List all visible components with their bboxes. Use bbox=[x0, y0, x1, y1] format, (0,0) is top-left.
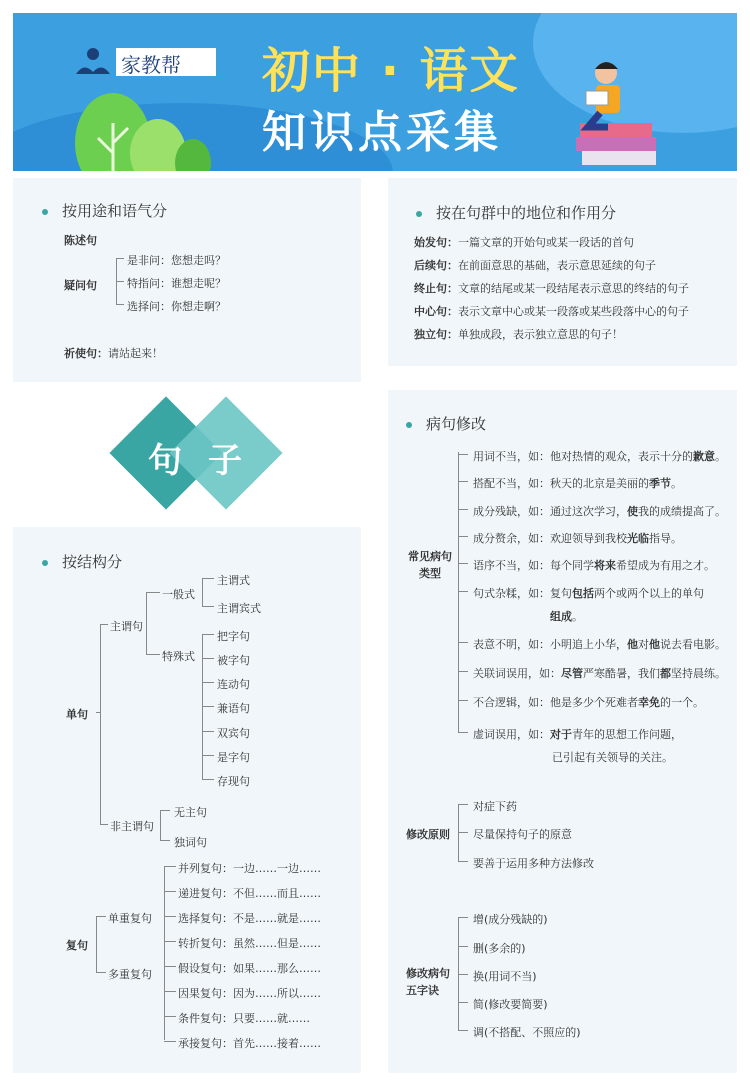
tree-leaf: 条件复句：只要……就…… bbox=[178, 1012, 310, 1025]
list-item: 句式杂糅，如：复句包括两个或两个以上的单句 bbox=[473, 587, 704, 600]
list-item-continuation: 已引起有关领导的关注。 bbox=[552, 751, 673, 764]
tree-leaf: 并列复句：一边……一边…… bbox=[178, 862, 321, 875]
tree-illustration bbox=[63, 83, 223, 171]
label-subject-predicate: 主谓句 bbox=[110, 620, 143, 633]
list-item: 表意不明，如：小明追上小华，他对他说去看电影。 bbox=[473, 638, 726, 651]
header-title-subject: 初中 · 语文 bbox=[262, 43, 520, 99]
book-reader-icon bbox=[74, 46, 112, 76]
label-principles: 修改原则 bbox=[406, 828, 450, 841]
list-item: 尽量保持句子的原意 bbox=[473, 828, 572, 841]
bullet-dot-icon bbox=[416, 211, 422, 217]
section-title-role: 按在句群中的地位和作用分 bbox=[416, 202, 616, 223]
tree-leaf: 递进复句：不但……而且…… bbox=[178, 887, 321, 900]
list-item: 用词不当，如：他对热情的观众，表示十分的歉意。 bbox=[473, 450, 726, 463]
tree-leaf: 主谓式 bbox=[217, 574, 250, 587]
section-title-correction: 病句修改 bbox=[406, 413, 486, 434]
tree-leaf: 承接复句：首先……接着…… bbox=[178, 1037, 321, 1050]
list-item: 成分残缺，如：通过这次学习，使我的成绩提高了。 bbox=[473, 505, 726, 518]
list-item: 要善于运用多种方法修改 bbox=[473, 857, 594, 870]
tree-leaf: 双宾句 bbox=[217, 727, 250, 740]
list-item: 终止句：文章的结尾或某一段结尾表示意思的终结的句子 bbox=[414, 282, 689, 295]
center-char-1: 句 bbox=[148, 441, 182, 481]
list-item: 特指问：谁想走呢？ bbox=[127, 277, 226, 290]
list-item: 是非问：您想走吗？ bbox=[127, 254, 226, 267]
list-item: 语序不当，如：每个同学将来希望成为有用之才。 bbox=[473, 559, 715, 572]
tree-leaf: 因果复句：因为……所以…… bbox=[178, 987, 321, 1000]
list-item-continuation: 组成。 bbox=[550, 610, 583, 623]
label-declarative: 陈述句 bbox=[64, 234, 97, 247]
center-char-2: 子 bbox=[208, 441, 242, 481]
tree-leaf: 无主句 bbox=[174, 806, 207, 819]
bullet-dot-icon bbox=[42, 560, 48, 566]
bullet-dot-icon bbox=[406, 422, 412, 428]
label-general-form: 一般式 bbox=[162, 588, 195, 601]
list-item: 不合逻辑，如：他是多少个死难者幸免的一个。 bbox=[473, 696, 704, 709]
label-single-layer: 单重复句 bbox=[108, 912, 152, 925]
bullet-dot-icon bbox=[42, 209, 48, 215]
section-title-structure: 按结构分 bbox=[42, 551, 122, 572]
label-simple-sentence: 单句 bbox=[66, 708, 88, 721]
list-item: 虚词误用，如：对于青年的思想工作问题， bbox=[473, 728, 682, 741]
tree-leaf: 假设复句：如果……那么…… bbox=[178, 962, 321, 975]
tree-leaf: 选择复句：不是……就是…… bbox=[178, 912, 321, 925]
tree-leaf: 转折复句：虽然……但是…… bbox=[178, 937, 321, 950]
list-item: 搭配不当，如：秋天的北京是美丽的季节。 bbox=[473, 477, 682, 490]
list-item: 选择问：你想走啊？ bbox=[127, 300, 226, 313]
list-item: 简(修改要简要) bbox=[473, 998, 548, 1011]
list-item: 换(用词不当) bbox=[473, 970, 537, 983]
tree-leaf: 兼语句 bbox=[217, 702, 250, 715]
list-item: 中心句：表示文章中心或某一段落或某些段落中心的句子 bbox=[414, 305, 689, 318]
list-item: 成分赘余，如：欢迎领导到我校光临指导。 bbox=[473, 532, 682, 545]
tree-leaf: 独词句 bbox=[174, 836, 207, 849]
tree-leaf: 主谓宾式 bbox=[217, 602, 261, 615]
label-imperative: 祈使句：请站起来！ bbox=[64, 347, 163, 360]
list-item: 关联词误用，如：尽管严寒酷暑，我们都坚持晨练。 bbox=[473, 667, 726, 680]
list-item: 对症下药 bbox=[473, 800, 517, 813]
label-special-form: 特殊式 bbox=[162, 650, 195, 663]
tree-leaf: 把字句 bbox=[217, 630, 250, 643]
brand-name: 家教帮 bbox=[121, 53, 181, 77]
label-multi-layer: 多重复句 bbox=[108, 968, 152, 981]
tree-leaf: 连动句 bbox=[217, 678, 250, 691]
list-item: 删(多余的) bbox=[473, 942, 526, 955]
brand-logo bbox=[56, 40, 236, 80]
section-title-purpose: 按用途和语气分 bbox=[42, 200, 167, 221]
tree-leaf: 被字句 bbox=[217, 654, 250, 667]
student-reading-illustration bbox=[558, 55, 668, 171]
header-title-main: 知识点采集 bbox=[262, 107, 502, 158]
label-common-errors: 常见病句类型 bbox=[408, 550, 452, 580]
list-item: 始发句：一篇文章的开始句或某一段话的首句 bbox=[414, 236, 634, 249]
list-item: 增(成分残缺的) bbox=[473, 913, 548, 926]
list-item: 后续句：在前面意思的基础，表示意思延续的句子 bbox=[414, 259, 656, 272]
label-interrogative: 疑问句 bbox=[64, 279, 97, 292]
tree-leaf: 是字句 bbox=[217, 751, 250, 764]
label-five-word-formula: 修改病句五字诀 bbox=[406, 967, 450, 997]
tree-leaf: 存现句 bbox=[217, 775, 250, 788]
label-non-subject-predicate: 非主谓句 bbox=[110, 820, 154, 833]
label-complex-sentence: 复句 bbox=[66, 939, 88, 952]
list-item: 调(不搭配、不照应的) bbox=[473, 1026, 581, 1039]
list-item: 独立句：单独成段，表示独立意思的句子！ bbox=[414, 328, 623, 341]
